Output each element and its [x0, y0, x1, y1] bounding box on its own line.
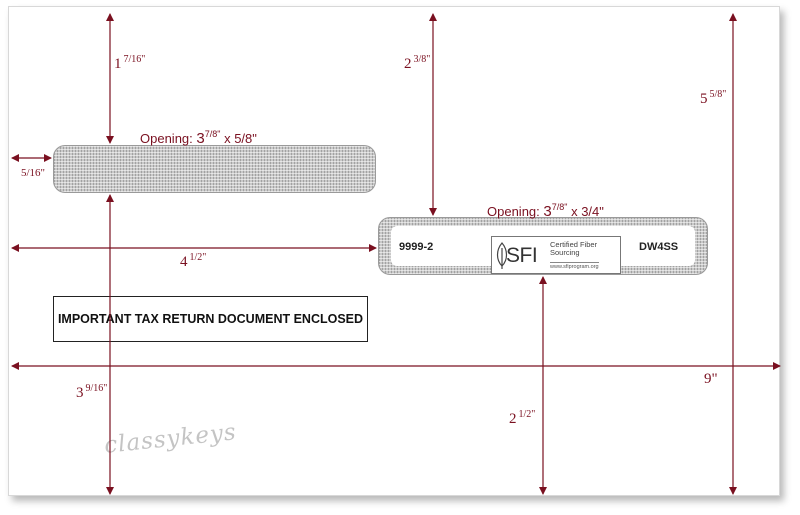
sfi-logo-text: SFI [506, 244, 538, 267]
opening-by: x [571, 204, 578, 219]
left-window-opening-label [140, 130, 257, 146]
sfi-certified-text [550, 241, 620, 257]
dim-total-height [700, 90, 726, 107]
opening-prefix: Opening: [487, 204, 540, 219]
right-window-inner [391, 226, 695, 270]
watermark: classykeys [103, 419, 238, 459]
left-address-window [53, 145, 376, 193]
dim-fraction: 1/2" [189, 252, 207, 263]
sfi-logo-box [491, 236, 621, 274]
opening-width-whole: 3 [543, 203, 552, 220]
dim-whole: 4 [180, 254, 188, 270]
right-return-window [378, 217, 708, 275]
dim-bottom-to-left-window [76, 384, 107, 401]
dim-fraction: 7/16" [123, 54, 146, 65]
opening-width-fraction: 7/8" [204, 129, 221, 139]
sfi-cert-line2: Sourcing [550, 248, 580, 257]
dim-top-to-right-window [404, 55, 430, 72]
sfi-url: www.sfiprogram.org [550, 264, 599, 270]
product-code: DW4SS [639, 241, 679, 253]
opening-height: 5/8" [234, 131, 257, 146]
dim-left-to-right-window [180, 253, 206, 270]
dim-fraction: 5/8" [709, 89, 727, 100]
opening-prefix: Opening: [140, 131, 193, 146]
dim-fraction: 1/2" [518, 409, 536, 420]
dim-bottom-to-right-window [509, 410, 535, 427]
right-window-opening-label [487, 203, 604, 219]
opening-width-whole: 3 [196, 130, 205, 147]
dim-fraction: 3/8" [413, 54, 431, 65]
dim-fraction: 9/16" [85, 383, 108, 394]
dim-total-width: 9" [704, 371, 718, 387]
dim-whole: 3 [76, 385, 84, 401]
opening-height: 3/4" [581, 204, 604, 219]
dim-top-to-left-window [114, 55, 145, 72]
dim-left-margin: 5/16" [21, 167, 46, 179]
sfi-cert-line1: Certified Fiber [550, 240, 598, 249]
dim-whole: 5 [700, 91, 708, 107]
opening-width-fraction: 7/8" [551, 202, 568, 212]
opening-by: x [224, 131, 231, 146]
dim-whole: 1 [114, 56, 122, 72]
dim-whole: 2 [404, 56, 412, 72]
dim-whole: 2 [509, 411, 517, 427]
form-code: 9999-2 [399, 241, 434, 253]
tax-document-notice: IMPORTANT TAX RETURN DOCUMENT ENCLOSED [53, 296, 368, 342]
